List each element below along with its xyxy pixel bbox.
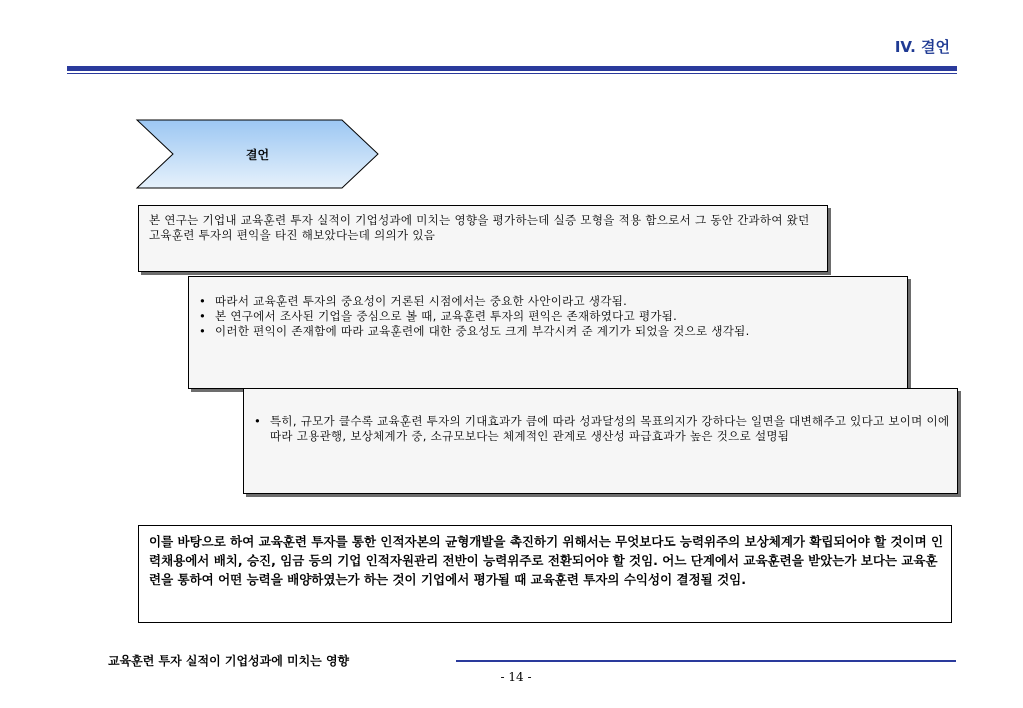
list-item (199, 309, 899, 324)
scale-effect-box (243, 388, 958, 494)
findings-box (188, 276, 908, 389)
list-item-text: 이러한 편익이 존재함에 따라 교육훈련에 대한 중요성도 크게 부각시켜 준 계기가 되었을 것으로 생각됨. (215, 324, 750, 338)
bullet-icon: • (199, 309, 207, 323)
page-number: - 14 - (500, 670, 532, 684)
list-item-text: 따라서 교육훈련 투자의 중요성이 거론된 시점에서는 중요한 사안이라고 생각됨. (215, 294, 628, 308)
section-title: IV. 결언 (894, 38, 950, 56)
bullet-icon: • (254, 414, 262, 428)
conclusion-box (138, 525, 952, 623)
header-rule (67, 66, 957, 71)
findings-list (199, 294, 899, 339)
list-item (199, 294, 899, 309)
summary-text: 본 연구는 기업내 교육훈련 투자 실적이 기업성과에 미치는 영향을 평가하는데 실증 모형을 적용 함으로서 그 동안 간과하여 왔던 고육훈련 투자의 편익을 타진 해보았다는데 의의가 있음 (149, 213, 810, 242)
list-item (254, 414, 954, 444)
chevron-label: 결언 (245, 147, 270, 162)
bullet-icon: • (199, 324, 207, 338)
footer-rule (456, 660, 956, 662)
list-item-text: 특히, 규모가 클수록 교육훈련 투자의 기대효과가 큼에 따라 성과달성의 목표의지가 강하다는 일면을 대변해주고 있다고 보이며 이에 따라 고용관행, 보상체계가 중, 소규모보다는 체계적인 관계로 생산성 파급효과가 높은 것으로 설명됨 (270, 414, 950, 443)
summary-box (138, 205, 828, 272)
footer-title: 교육훈련 투자 실적이 기업성과에 미치는 영향 (108, 654, 350, 668)
conclusion-text: 이를 바탕으로 하여 교육훈련 투자를 통한 인적자본의 균형개발을 촉진하기 위해서는 무엇보다도 능력위주의 보상체계가 확립되어야 할 것이며 인력채용에서 배치, 승진, 임금 등의 기업 인적자원관리 전반이 능력위주로 전환되어야 할 것임. 어느 단계에서 교육훈련을 받았는가 보다는 교육훈련을 통하여 어떤 능력을 배양하였는가 하는 것이 기업에서 평가될 때 교육훈련 투자의 수익성이 결정될 것임. (149, 534, 944, 587)
header-rule-thin (67, 73, 957, 74)
bullet-icon: • (199, 294, 207, 308)
list-item (199, 324, 899, 339)
list-item-text: 본 연구에서 조사된 기업을 중심으로 볼 때, 교육훈련 투자의 편익은 존재하였다고 평가됨. (215, 309, 678, 323)
